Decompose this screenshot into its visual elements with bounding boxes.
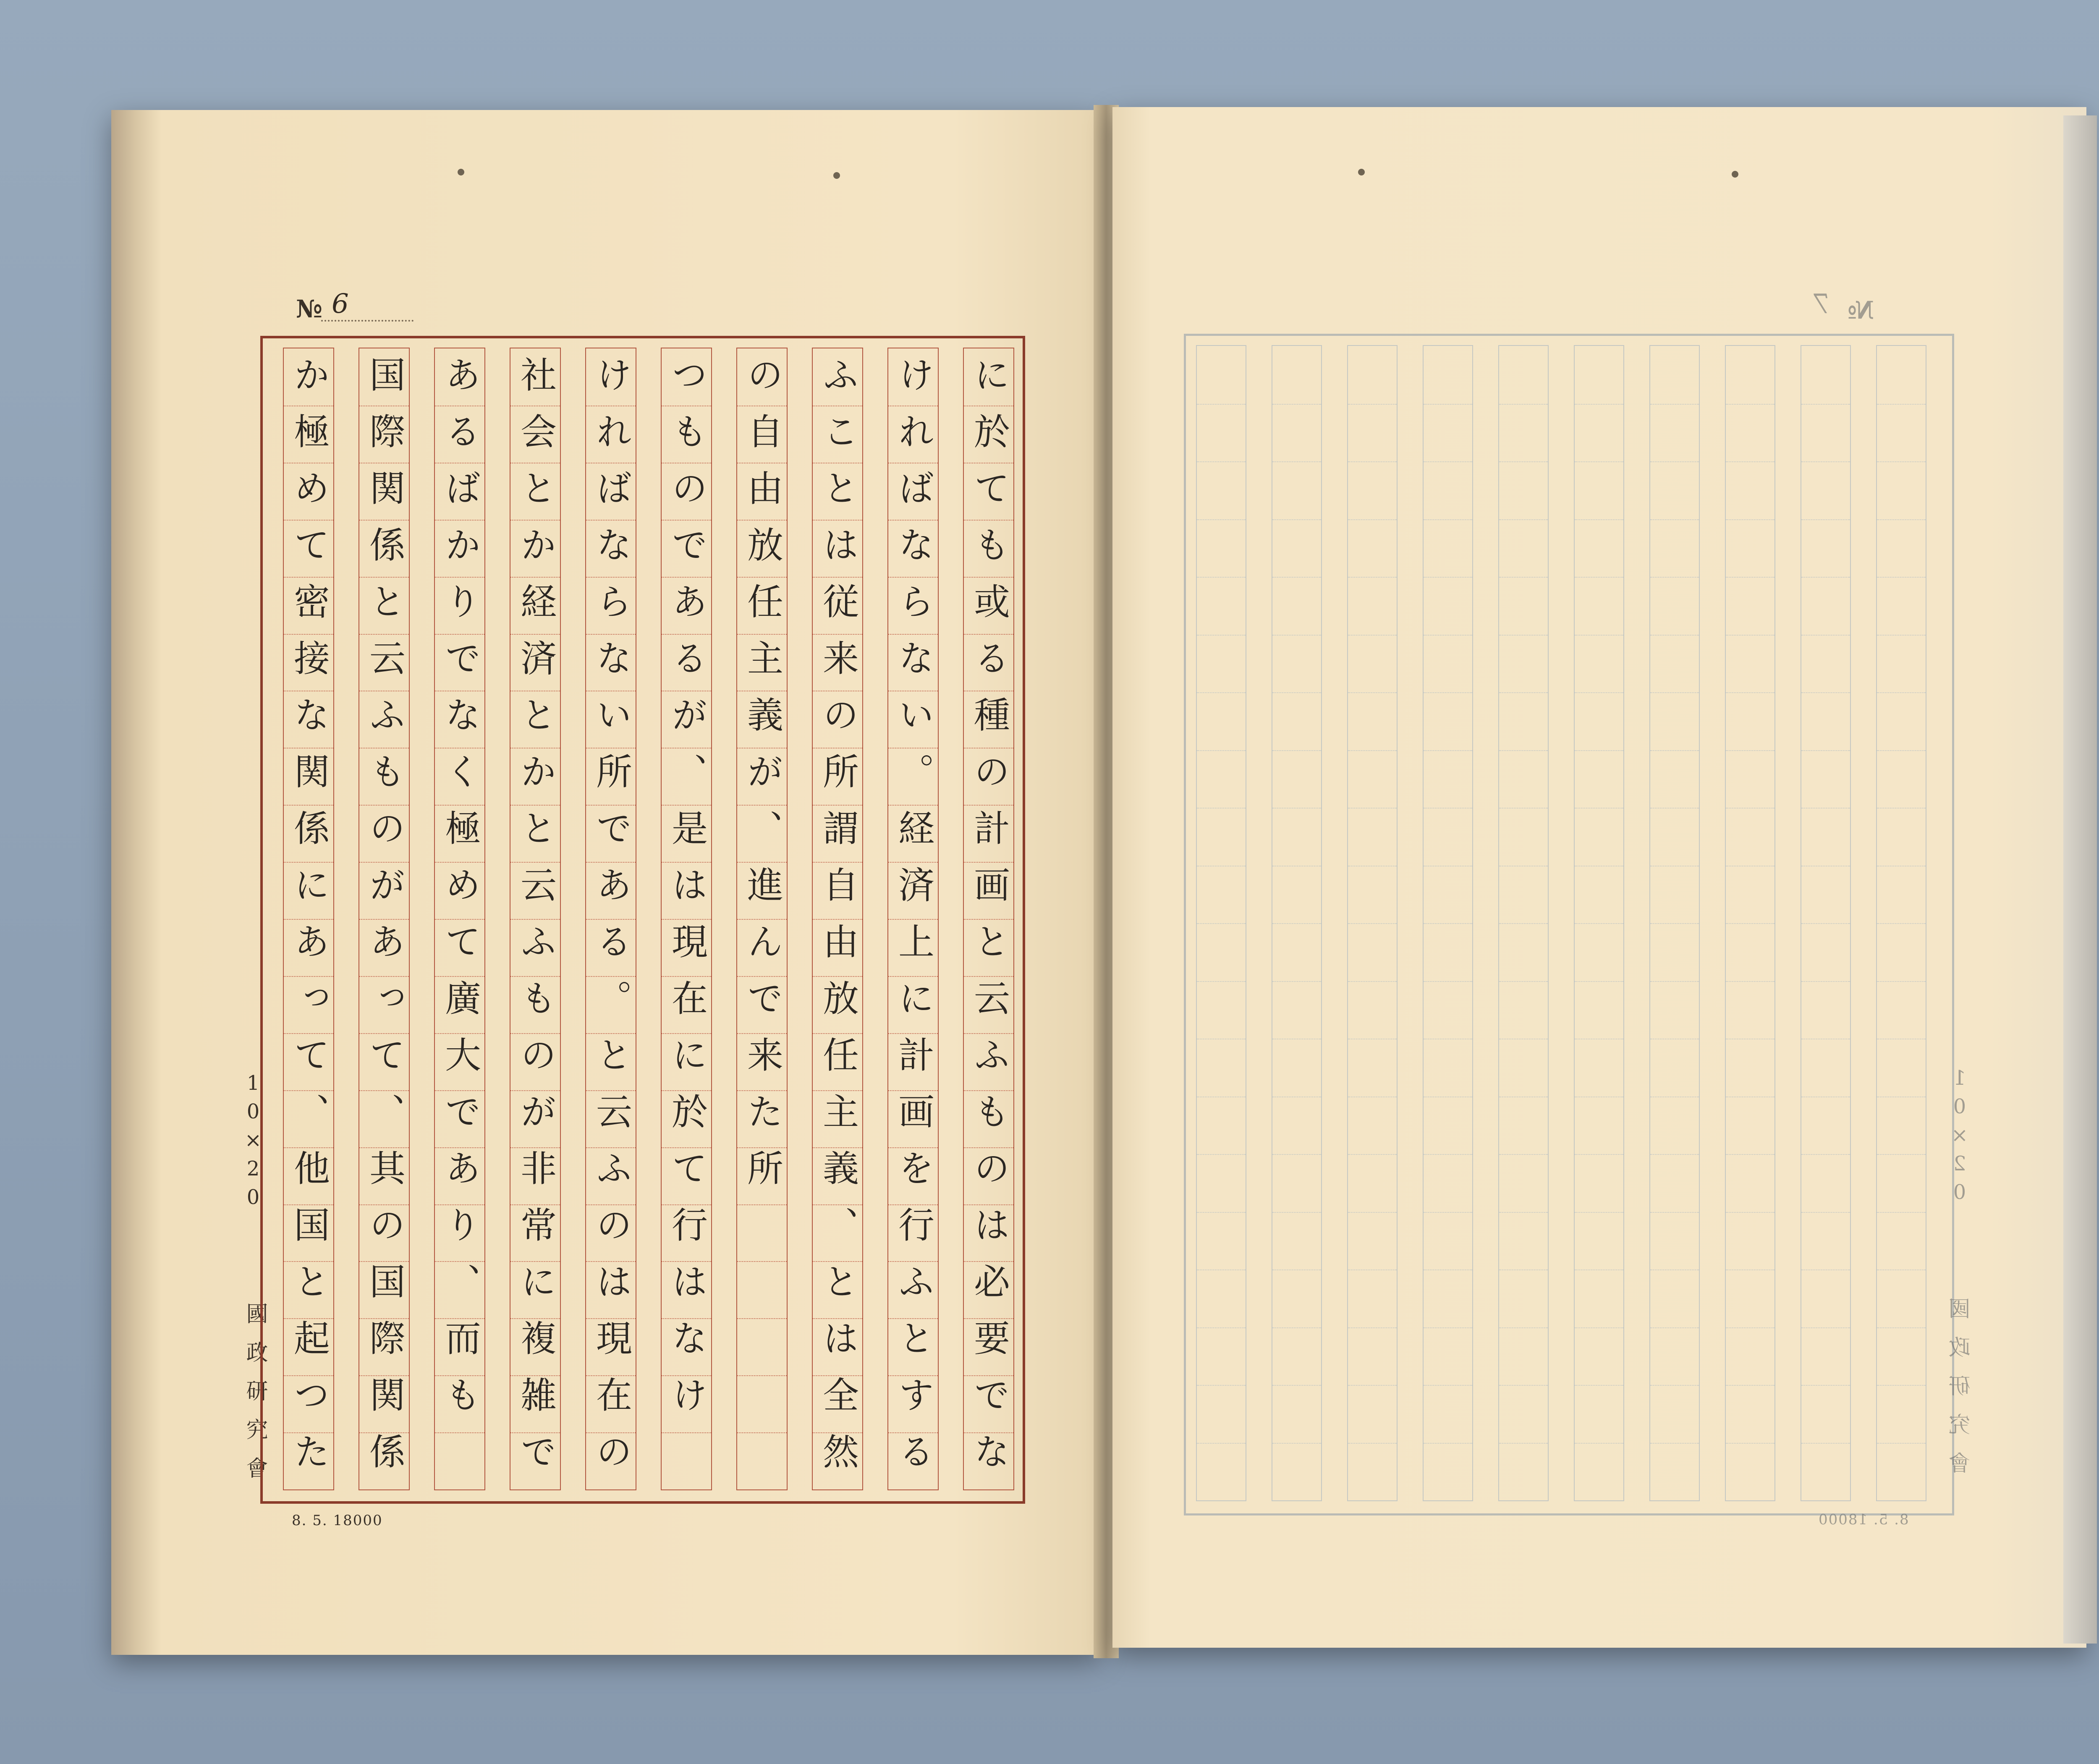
grid-cell-line <box>1348 1212 1397 1213</box>
grid-cell-line <box>1575 808 1623 809</box>
grid-cell-line <box>1424 635 1472 636</box>
grid-cell-line <box>1575 577 1623 578</box>
grid-cell-line <box>1424 923 1472 924</box>
grid-cell-line <box>1650 461 1699 462</box>
grid-cell-line <box>1801 1443 1850 1444</box>
grid-cell-line <box>1272 635 1321 636</box>
grid-cell-line <box>1650 750 1699 751</box>
grid-cell-line <box>1424 1327 1472 1328</box>
grid-cell-line <box>1197 1154 1246 1155</box>
grid-cell-line <box>1272 1443 1321 1444</box>
grid-cell-line <box>1877 750 1926 751</box>
manuscript-column <box>510 348 561 1490</box>
binding-hole <box>1732 171 1738 178</box>
grid-cell-line <box>1424 692 1472 693</box>
grid-cell-line <box>1650 1443 1699 1444</box>
grid-cell-line <box>1348 1385 1397 1386</box>
grid-cell-line <box>1424 404 1472 405</box>
grid-cell-line <box>1726 923 1774 924</box>
grid-cell-line <box>1575 1385 1623 1386</box>
grid-cell-line <box>1726 1212 1774 1213</box>
grid-cell-line <box>1801 1327 1850 1328</box>
grid-cell-line <box>1348 404 1397 405</box>
grid-cell-line <box>1197 461 1246 462</box>
grid-cell-line <box>1726 808 1774 809</box>
grid-cell-line <box>1801 1154 1850 1155</box>
manuscript-column <box>585 348 636 1490</box>
grid-cell-line <box>1650 692 1699 693</box>
grid-cell-line <box>1272 808 1321 809</box>
grid-cell-line <box>1272 519 1321 520</box>
grid-cell-line <box>1650 1212 1699 1213</box>
grid-cell-line <box>1424 1269 1472 1270</box>
bleed-through-column <box>1649 345 1700 1501</box>
grid-cell-line <box>1801 519 1850 520</box>
manuscript-column <box>283 348 334 1490</box>
grid-cell-line <box>1197 1212 1246 1213</box>
grid-cell-line <box>1575 750 1623 751</box>
mirrored-page-number-value: 7 <box>1814 289 1831 320</box>
grid-cell-line <box>1877 519 1926 520</box>
bleed-through-column <box>1196 345 1246 1501</box>
grid-cell-line <box>1348 1327 1397 1328</box>
grid-cell-line <box>1801 923 1850 924</box>
grid-cell-line <box>1575 923 1623 924</box>
print-code: 8. 5. 18000 <box>292 1512 383 1529</box>
grid-cell-line <box>1424 577 1472 578</box>
grid-cell-line <box>1877 577 1926 578</box>
grid-cell-line <box>1499 1443 1548 1444</box>
grid-cell-line <box>1424 461 1472 462</box>
grid-cell-line <box>1801 981 1850 982</box>
grid-cell-line <box>1272 981 1321 982</box>
grid-cell-line <box>1499 1212 1548 1213</box>
grid-cell-line <box>1877 1443 1926 1444</box>
grid-cell-line <box>1348 577 1397 578</box>
column-text: つものであるが、是は現在に於て行はなけ <box>665 356 707 1433</box>
grid-cell-line <box>1499 1327 1548 1328</box>
manuscript-grid <box>260 336 1025 1504</box>
grid-cell-line <box>1197 519 1246 520</box>
bleed-through-column <box>1272 345 1322 1501</box>
grid-cell-line <box>1575 1327 1623 1328</box>
grid-cell-line <box>1877 1212 1926 1213</box>
grid-cell-line <box>1272 461 1321 462</box>
grid-cell-line <box>1272 1212 1321 1213</box>
grid-cell-line <box>1650 1327 1699 1328</box>
grid-cell-line <box>1272 1327 1321 1328</box>
grid-cell-line <box>1877 635 1926 636</box>
grid-cell-line <box>1348 519 1397 520</box>
grid-cell-line <box>1348 981 1397 982</box>
grid-cell-line <box>1348 750 1397 751</box>
manuscript-column <box>736 348 788 1490</box>
bleed-through-column <box>1347 345 1398 1501</box>
grid-cell-line <box>1272 750 1321 751</box>
grid-cell-line <box>1726 461 1774 462</box>
manuscript-column <box>812 348 863 1490</box>
bleed-through-column <box>1725 345 1775 1501</box>
grid-cell-line <box>1650 1154 1699 1155</box>
grid-cell-line <box>1575 981 1623 982</box>
mirrored-grid-format-label: 10×20 <box>1948 1066 1971 1209</box>
grid-cell-line <box>1726 635 1774 636</box>
grid-cell-line <box>1499 404 1548 405</box>
grid-cell-line <box>1801 750 1850 751</box>
manuscript-column <box>359 348 410 1490</box>
page-number-mark: № <box>296 295 321 323</box>
column-text: 国際関係と云ふものがあって、其の国際関係 <box>363 356 405 1489</box>
bleed-through-column <box>1498 345 1549 1501</box>
grid-cell-line <box>1424 750 1472 751</box>
column-text: ければならない所である。と云ふのは現在の <box>590 356 632 1489</box>
grid-cell-line <box>1197 1269 1246 1270</box>
grid-cell-line <box>1348 1443 1397 1444</box>
grid-cell-line <box>1348 923 1397 924</box>
grid-cell-line <box>1197 1385 1246 1386</box>
grid-cell-line <box>1801 692 1850 693</box>
column-text: か極めて密接な関係にあって、他国と起つた <box>288 356 330 1489</box>
grid-cell-line <box>1272 923 1321 924</box>
grid-cell-line <box>1575 1154 1623 1155</box>
column-text: に於ても或る種の計画と云ふものは必要でな <box>968 356 1010 1489</box>
grid-cell-line <box>1877 1327 1926 1328</box>
grid-cell-line <box>1575 1269 1623 1270</box>
grid-cell-line <box>1575 519 1623 520</box>
grid-cell-line <box>1499 750 1548 751</box>
grid-cell-line <box>1348 1154 1397 1155</box>
grid-cell-line <box>1726 519 1774 520</box>
bleed-through-column <box>1423 345 1473 1501</box>
bleed-through-column <box>1801 345 1851 1501</box>
grid-cell-line <box>1877 461 1926 462</box>
grid-cell-line <box>1575 1212 1623 1213</box>
grid-cell-line <box>1424 1154 1472 1155</box>
manuscript-column <box>434 348 485 1490</box>
grid-cell-line <box>1726 1269 1774 1270</box>
grid-cell-line <box>1424 1212 1472 1213</box>
grid-cell-line <box>1575 461 1623 462</box>
grid-cell-line <box>1575 692 1623 693</box>
grid-cell-line <box>1575 1443 1623 1444</box>
grid-cell-line <box>1272 577 1321 578</box>
grid-cell-line <box>1197 692 1246 693</box>
grid-cell-line <box>1499 577 1548 578</box>
page-stack-edge <box>2063 115 2097 1644</box>
grid-cell-line <box>1197 1443 1246 1444</box>
grid-cell-line <box>1272 1269 1321 1270</box>
grid-cell-line <box>1424 981 1472 982</box>
grid-cell-line <box>1650 404 1699 405</box>
grid-cell-line <box>1877 692 1926 693</box>
grid-cell-line <box>1197 1327 1246 1328</box>
grid-cell-line <box>1272 1385 1321 1386</box>
grid-cell-line <box>1197 750 1246 751</box>
grid-cell-line <box>1575 404 1623 405</box>
grid-cell-line <box>1499 519 1548 520</box>
grid-cell-line <box>1877 923 1926 924</box>
grid-cell-line <box>1726 1385 1774 1386</box>
grid-cell-line <box>1197 981 1246 982</box>
grid-cell-line <box>1726 981 1774 982</box>
grid-cell-line <box>1801 808 1850 809</box>
grid-cell-line <box>1499 635 1548 636</box>
grid-cell-line <box>1726 1443 1774 1444</box>
grid-cell-line <box>1575 635 1623 636</box>
grid-cell-line <box>1650 577 1699 578</box>
grid-cell-line <box>1877 404 1926 405</box>
grid-cell-line <box>1499 1154 1548 1155</box>
grid-cell-line <box>1877 1154 1926 1155</box>
binding-hole <box>1358 169 1365 175</box>
grid-cell-line <box>1499 808 1548 809</box>
grid-cell-line <box>1650 1269 1699 1270</box>
page-number-value: 6 <box>332 288 349 319</box>
manuscript-column <box>887 348 939 1490</box>
grid-cell-line <box>1801 1269 1850 1270</box>
grid-cell-line <box>1726 577 1774 578</box>
grid-cell-line <box>1348 808 1397 809</box>
grid-cell-line <box>1726 1327 1774 1328</box>
column-text: 社会とか経済とかと云ふものが非常に複雑で <box>514 356 556 1489</box>
grid-cell-line <box>1726 750 1774 751</box>
grid-cell-line <box>1499 461 1548 462</box>
grid-cell-line <box>1424 808 1472 809</box>
grid-cell-line <box>1424 1385 1472 1386</box>
grid-cell-line <box>1650 635 1699 636</box>
grid-cell-line <box>1650 1385 1699 1386</box>
grid-cell-line <box>1877 808 1926 809</box>
grid-cell-line <box>1877 1385 1926 1386</box>
grid-cell-line <box>1801 404 1850 405</box>
mirrored-page-number-mark: № <box>1849 296 1874 325</box>
column-text: ければならない。経済上に計画を行ふとする <box>892 356 934 1489</box>
grid-cell-line <box>1877 1269 1926 1270</box>
binding-hole <box>833 172 840 179</box>
grid-cell-line <box>1499 1269 1548 1270</box>
grid-cell-line <box>1499 1385 1548 1386</box>
grid-cell-line <box>1801 1212 1850 1213</box>
grid-cell-line <box>1650 808 1699 809</box>
grid-cell-line <box>1877 981 1926 982</box>
grid-cell-line <box>1348 1269 1397 1270</box>
grid-cell-line <box>1348 692 1397 693</box>
grid-cell-line <box>1801 577 1850 578</box>
grid-cell-line <box>1801 1385 1850 1386</box>
grid-cell-line <box>1197 808 1246 809</box>
publisher-label: 國政研究會 <box>242 1302 267 1495</box>
grid-cell-line <box>1499 692 1548 693</box>
grid-cell-line <box>1424 519 1472 520</box>
grid-cell-line <box>1424 1443 1472 1444</box>
manuscript-column <box>661 348 712 1490</box>
grid-cell-line <box>1272 692 1321 693</box>
grid-cell-line <box>1272 1154 1321 1155</box>
mirrored-publisher-label: 國政研究會 <box>1949 1297 1974 1490</box>
column-text: あるばかりでなく極めて廣大であり、而も <box>439 356 481 1433</box>
column-text: の自由放任主義が、進んで来た所 <box>741 356 783 1206</box>
grid-cell-line <box>1801 635 1850 636</box>
manuscript-column <box>963 348 1014 1490</box>
grid-cell-line <box>1348 461 1397 462</box>
column-text: ふことは従来の所謂自由放任主義、とは全然 <box>817 356 858 1489</box>
grid-cell-line <box>1197 635 1246 636</box>
grid-cell-line <box>1650 923 1699 924</box>
bleed-through-grid <box>1184 334 1954 1515</box>
grid-cell-line <box>1801 461 1850 462</box>
grid-cell-line <box>1348 635 1397 636</box>
grid-cell-line <box>1726 1154 1774 1155</box>
grid-cell-line <box>1650 981 1699 982</box>
grid-cell-line <box>1726 692 1774 693</box>
grid-cell-line <box>1197 923 1246 924</box>
grid-cell-line <box>1197 404 1246 405</box>
grid-cell-line <box>1197 577 1246 578</box>
bleed-through-column <box>1574 345 1624 1501</box>
grid-cell-line <box>1650 519 1699 520</box>
grid-cell-line <box>1726 404 1774 405</box>
grid-cell-line <box>1499 923 1548 924</box>
binding-hole <box>458 169 464 175</box>
page-number-line <box>321 320 414 322</box>
grid-format-label: 10×20 <box>241 1071 265 1214</box>
bleed-through-column <box>1876 345 1926 1501</box>
mirrored-print-code: 8. 5. 18000 <box>1818 1511 1909 1528</box>
grid-cell-line <box>1499 981 1548 982</box>
grid-cell-line <box>1272 404 1321 405</box>
